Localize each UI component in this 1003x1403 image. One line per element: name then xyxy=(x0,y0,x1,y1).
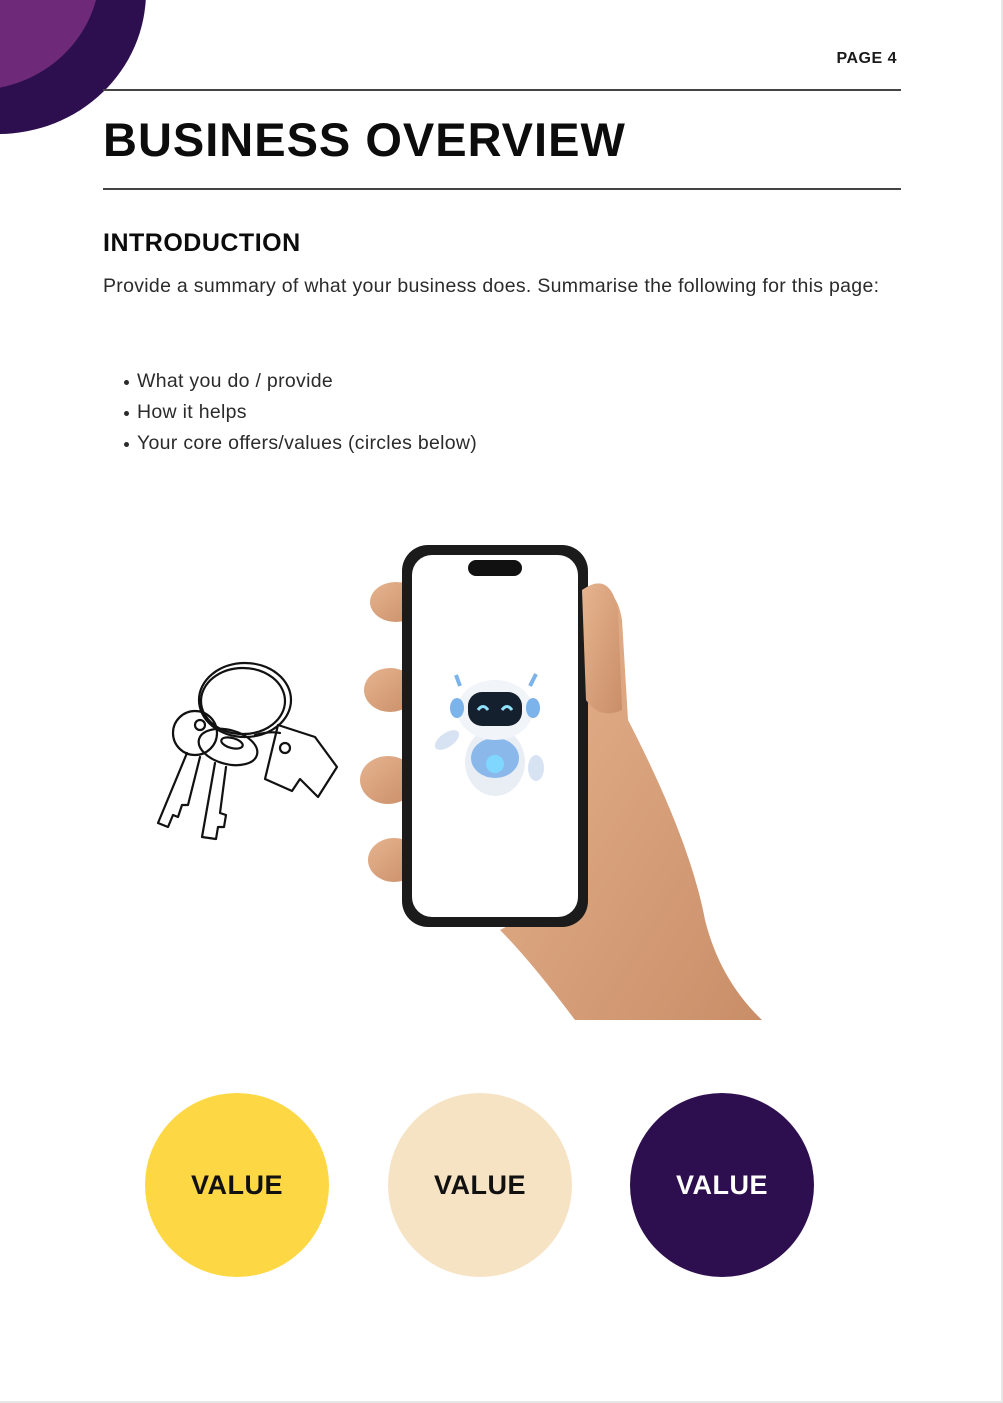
house-keys-sketch-icon xyxy=(140,655,345,850)
section-heading: INTRODUCTION xyxy=(103,229,301,257)
intro-paragraph: Provide a summary of what your business does. Summarise the following for this page: xyxy=(103,275,880,297)
bullet-item: How it helps xyxy=(122,397,477,428)
top-divider xyxy=(103,89,901,91)
value-circle-3: VALUE xyxy=(630,1093,814,1277)
value-circle-2: VALUE xyxy=(388,1093,572,1277)
page-title: BUSINESS OVERVIEW xyxy=(103,113,626,166)
value-circle-1: VALUE xyxy=(145,1093,329,1277)
page-number: PAGE 4 xyxy=(836,50,897,67)
title-divider xyxy=(103,188,901,190)
bullet-item: Your core offers/values (circles below) xyxy=(122,428,477,459)
summary-bullet-list xyxy=(122,366,477,459)
bullet-item: What you do / provide xyxy=(122,366,477,397)
hand-holding-phone-robot-image xyxy=(360,540,770,1025)
